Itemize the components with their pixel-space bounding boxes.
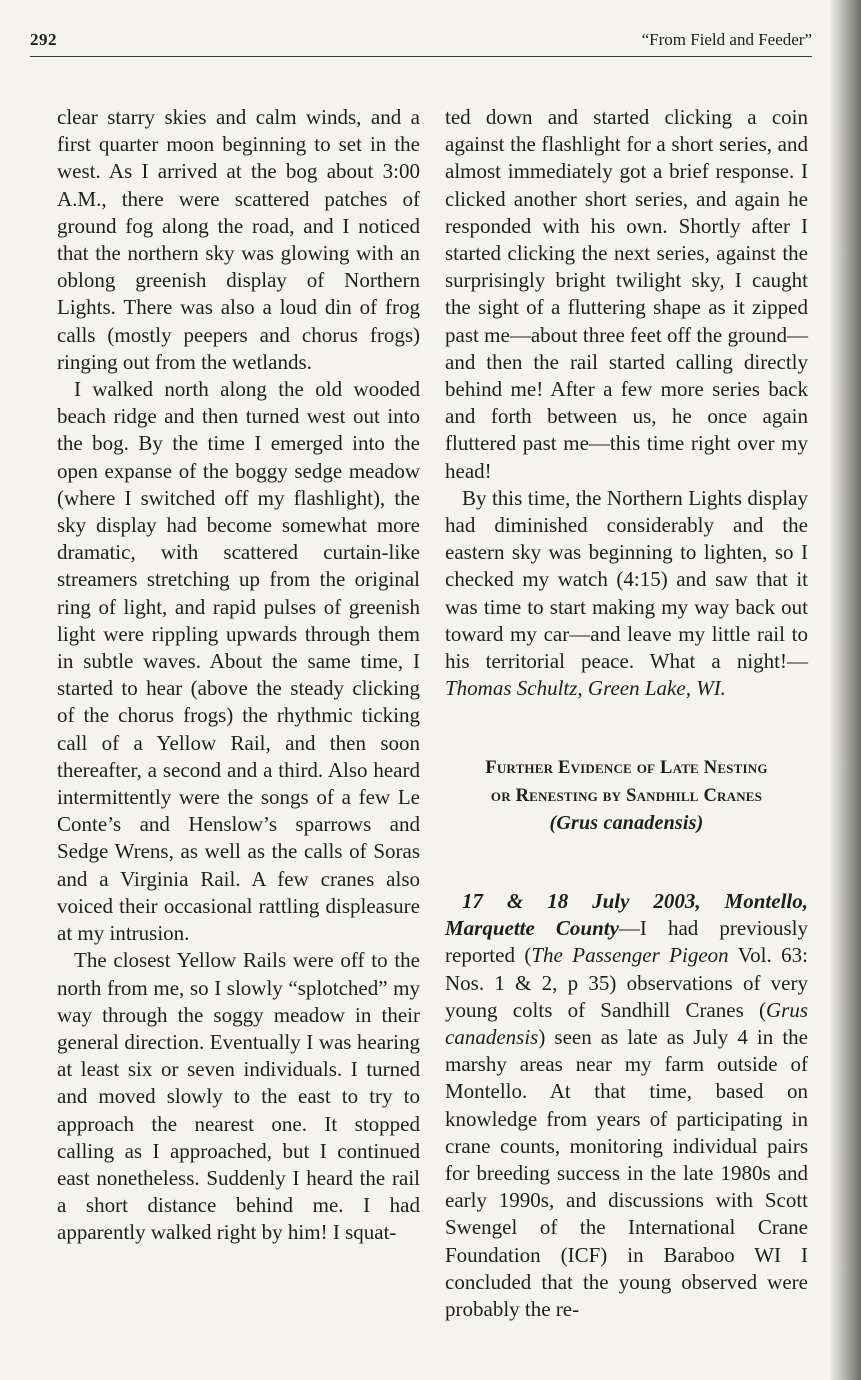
crane-report-text-a: —I had previously reported ( bbox=[445, 916, 808, 968]
paragraph-dawn bbox=[445, 485, 808, 703]
section-heading-scientific-name: (Grus canadensis) bbox=[549, 812, 704, 835]
paragraph-bog-walk: I walked north along the old wooded beach ridge and then turned west out into the bog. By the time I emerged into the open expanse of the boggy sedge meadow (where I switched off my flashlight), the sky display had become somewhat more dramatic, with scattered curtain-like streamers stretching up from the original ring of light, and rapid pulses of greenish light were rippling upwards through them in subtle waves. About the same time, I started to hear (above the steady clicking of the chorus frogs) the rhythmic ticking call of a Yellow Rail, and then soon thereafter, a second and a third. Also heard intermittently were the songs of a few Le Conte’s and Henslow’s sparrows and Sedge Wrens, as well as the calls of Soras and a Virginia Rail. A few cranes also voiced their occasional rattling displeasure at my intrusion. bbox=[57, 377, 420, 946]
paragraph-dawn-text: By this time, the Northern Lights display had diminished considerably and the eastern sky was beginning to lighten, so I checked my watch (4:15) and saw that it was time to start making my way back out toward my car—and leave my little rail to his territorial peace. What a night!— bbox=[445, 485, 808, 674]
paragraph-coin-clicking: ted down and started clicking a coin against the flashlight for a short series, and almost immediately got a brief response. I clicked another short series, and again he responded with his own. Shortly after I started clicking the next series, against the surprisingly bright twilight sky, I caught the sight of a fluttering shape as it zipped past me—about three feet off the ground—and then the rail started calling directly behind me! After a few more series back and forth between us, he once again fluttered past me—this time right over my head! bbox=[445, 105, 808, 483]
page-edge-shadow bbox=[829, 0, 861, 1380]
scientific-name: Grus canadensis bbox=[445, 997, 808, 1049]
crane-report-text-b: Vol. 63: Nos. 1 & 2, p 35) observations of very young colts of Sandhill Cranes ( bbox=[445, 943, 808, 1022]
page-header bbox=[30, 28, 812, 57]
paragraph-yellow-rails: The closest Yellow Rails were off to the north from me, so I slowly “splotched” my way through the soggy meadow in their general direction. Eventually I was hearing at least six or seven individuals. I turned and moved slowly to the east to try to approach the nearest one. It stopped calling as I approached, but I continued east nonetheless. Suddenly I heard the rail a short distance behind me. I had apparently walked right by him! I squat- bbox=[57, 948, 420, 1245]
running-head: “From Field and Feeder” bbox=[641, 30, 812, 49]
section-heading-line2: or Renesting by Sandhill Cranes bbox=[490, 785, 763, 806]
section-heading-line1: Further Evidence of Late Nesting bbox=[485, 758, 768, 779]
left-column bbox=[57, 104, 420, 1247]
paragraph-crane-report bbox=[445, 888, 808, 1323]
right-column bbox=[445, 104, 808, 1323]
section-heading bbox=[445, 755, 808, 838]
author-signature: Thomas Schultz, Green Lake, WI. bbox=[445, 676, 726, 701]
page-number: 292 bbox=[30, 30, 57, 49]
paragraph-northern-lights: clear starry skies and calm winds, and a first quarter moon beginning to set in the west. As I arrived at the bog about 3:00 A.M., there were scattered patches of ground fog along the road, and I noticed that the northern sky was glowing with an oblong greenish display of Northern Lights. There was also a loud din of frog calls (mostly peepers and chorus frogs) ringing out from the wetlands. bbox=[57, 105, 420, 374]
crane-report-text-c: ) seen as late as July 4 in the marshy areas near my farm outside of Montello. At that time, based on knowledge from years of participating in crane counts, monitoring individual pairs for breeding success in the late 1980s and early 1990s, and discussions with Scott Swengel of the International Crane Foundation (ICF) in Baraboo WI I concluded that the young observed were probably the re- bbox=[445, 1024, 808, 1322]
dateline: 17 & 18 July 2003, Montello, Marquette County bbox=[445, 888, 808, 941]
journal-title: The Passenger Pigeon bbox=[531, 943, 729, 968]
